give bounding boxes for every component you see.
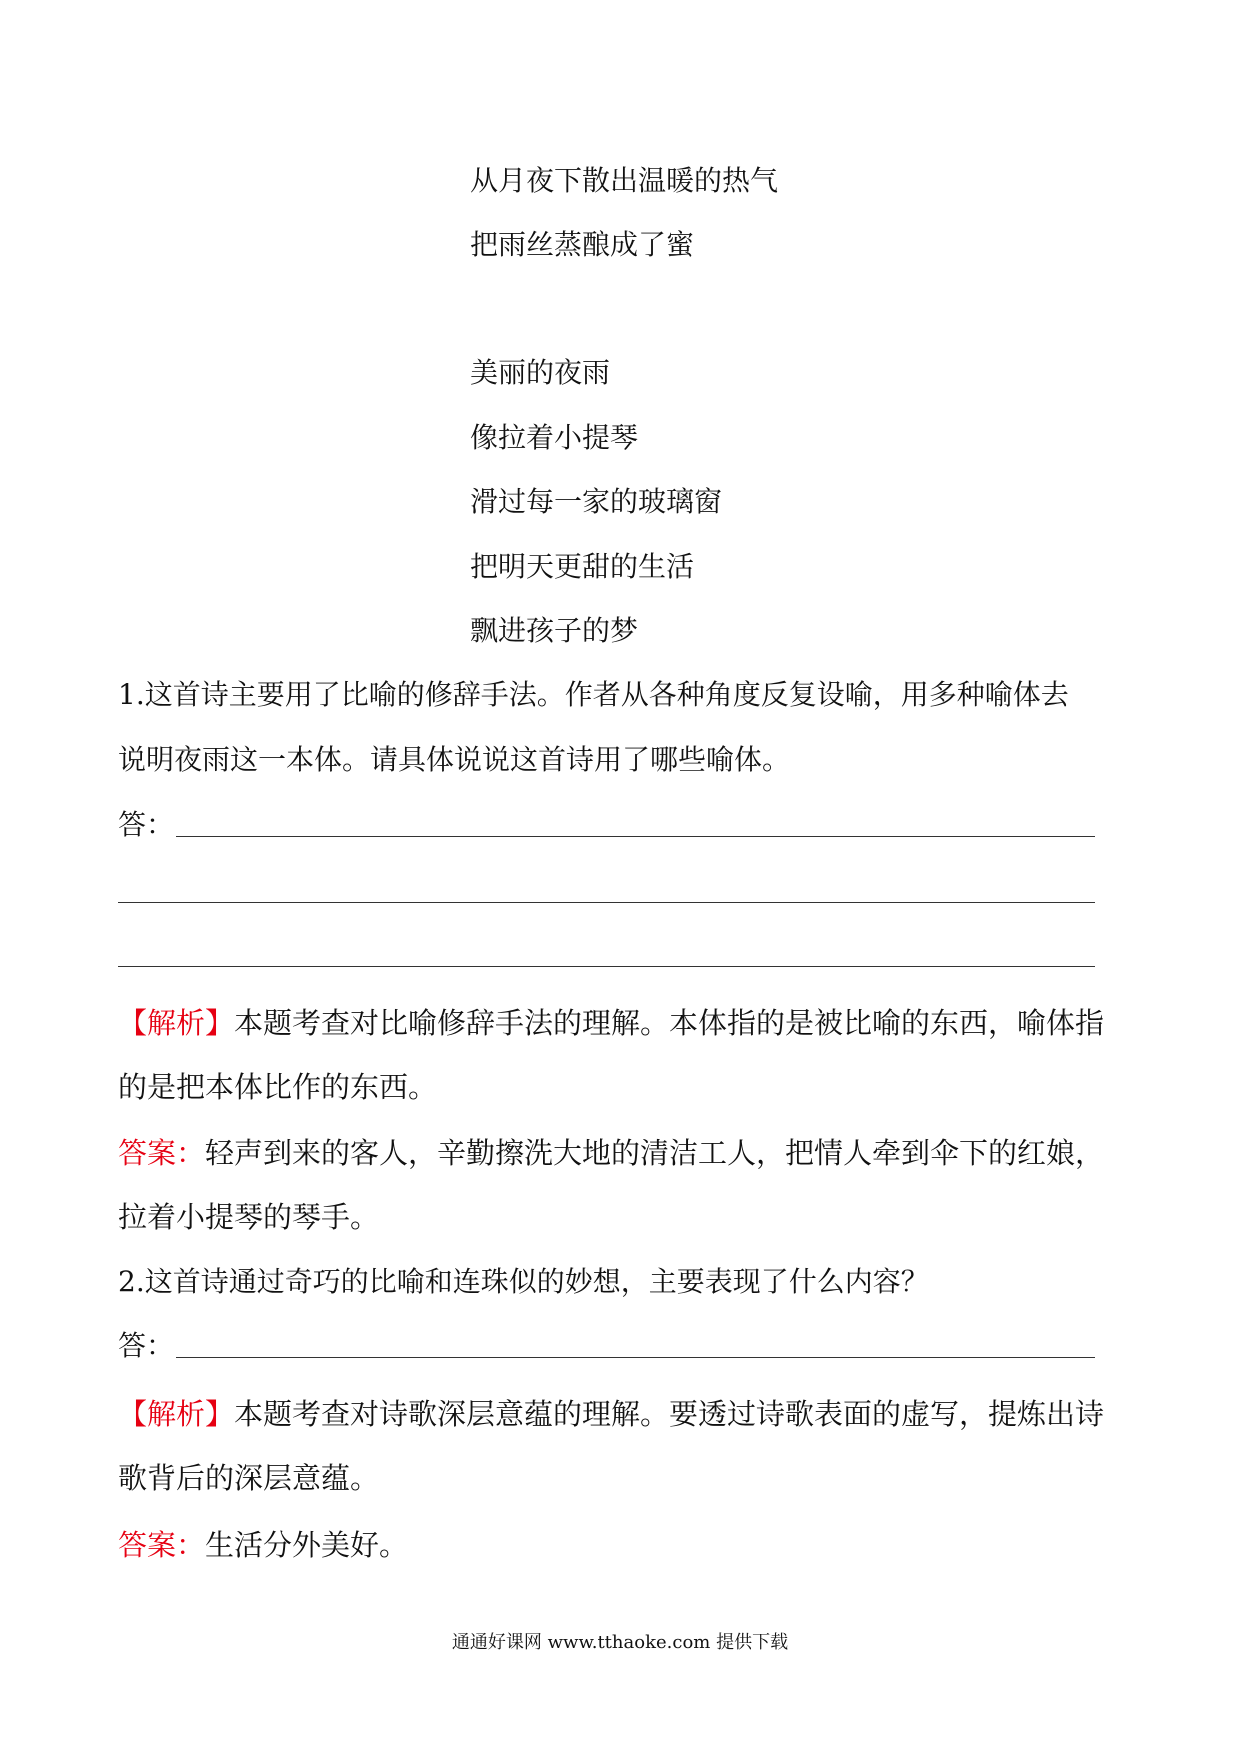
answer-1-text: 轻声到来的客人，辛勤擦洗大地的清洁工人，把情人牵到伞下的红娘，拉着小提琴的琴手。 [118,1136,1105,1234]
poem-line-6: 把明天更甜的生活 [470,550,695,583]
poem-line-4: 像拉着小提琴 [470,421,639,454]
poem-line-2: 把雨丝蒸酿成了蜜 [470,228,695,261]
answer-1-blank-line-2[interactable] [118,902,1095,903]
answer-1-prefix: 答： [118,808,175,841]
question-1-line-2: 说明夜雨这一本体。请具体说说这首诗用了哪些喻体。 [118,743,791,776]
analysis-2-tag: 【解析】 [118,1397,235,1431]
answer-2-tag: 答案： [118,1528,206,1562]
page-footer: 通通好课网 www.tthaoke.com 提供下载 [451,1632,789,1653]
poem-line-5: 滑过每一家的玻璃窗 [470,485,723,518]
analysis-2-text: 本题考查对诗歌深层意蕴的理解。要透过诗歌表面的虚写，提炼出诗歌背后的深层意蕴。 [118,1397,1105,1495]
analysis-1-text: 本题考查对比喻修辞手法的理解。本体指的是被比喻的东西，喻体指的是把本体比作的东西。 [118,1006,1105,1104]
answer-2-blank-line[interactable] [176,1357,1095,1358]
question-2: 2.这首诗通过奇巧的比喻和连珠似的妙想，主要表现了什么内容？ [118,1265,929,1298]
answer-1-blank-line-1[interactable] [176,836,1095,837]
answer-1 [118,1121,1128,1249]
analysis-1-tag: 【解析】 [118,1006,235,1040]
answer-2-text: 生活分外美好。 [205,1528,409,1562]
question-1-line-1: 1.这首诗主要用了比喻的修辞手法。作者从各种角度反复设喻，用多种喻体去 [118,678,1069,711]
answer-1-tag: 答案： [118,1136,206,1170]
analysis-1 [118,991,1128,1119]
answer-2-prefix: 答： [118,1329,175,1362]
answer-2 [118,1513,1128,1577]
poem-line-7: 飘进孩子的梦 [470,614,639,647]
analysis-2 [118,1382,1128,1510]
poem-line-3: 美丽的夜雨 [470,356,611,389]
answer-1-blank-line-3[interactable] [118,966,1095,967]
poem-line-1: 从月夜下散出温暖的热气 [470,164,779,197]
